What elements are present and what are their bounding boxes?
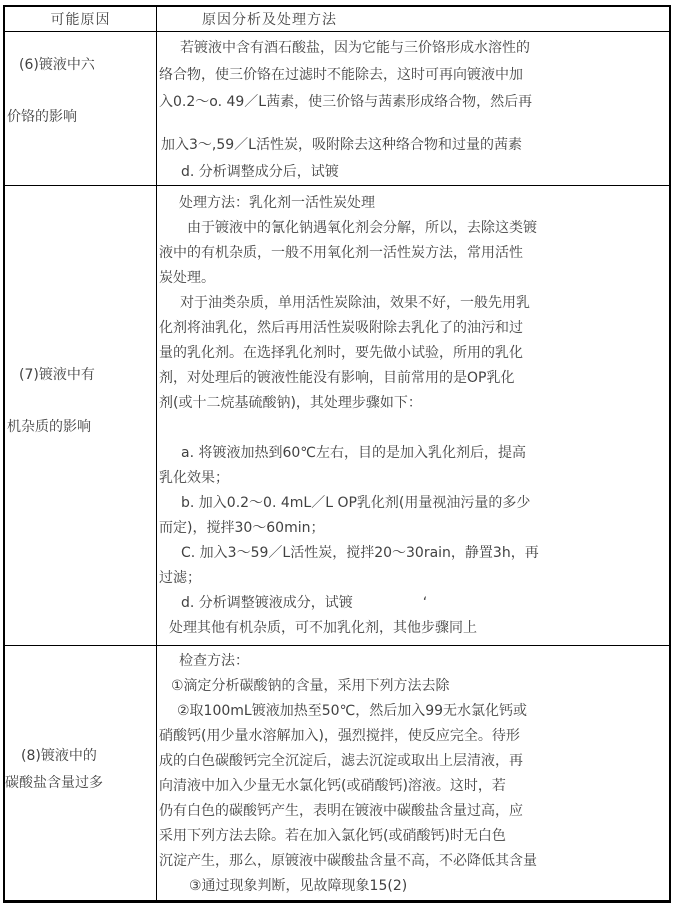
text-line: 价铬的影响 — [7, 109, 77, 125]
text-line: b. 加入0.2～0. 4mL／L OP乳化剂(用量视油污量的多少 — [181, 495, 531, 511]
text-line: a. 将镀液加热到60℃左右，目的是加入乳化剂后，提高 — [181, 445, 527, 461]
text-line: ②取100mL镀液加热至50℃，然后加入99无水氯化钙或 — [177, 703, 528, 719]
text-line: 对于油类杂质，单用活性炭除油，效果不好，一般先用乳 — [180, 295, 530, 311]
text-line: 由于镀液中的氰化钠遇氧化剂会分解，所以，去除这类镀 — [187, 220, 537, 236]
text-line: 碳酸盐含量过多 — [5, 775, 103, 791]
text-line: 采用下列方法去除。若在加入氯化钙(或硝酸钙)时无白色 — [159, 828, 506, 844]
column-header-cause: 可能原因 — [5, 7, 157, 31]
table-header-row — [5, 7, 669, 32]
text-line: 剂(或十二烷基硫酸钠)，其处理步骤如下： — [159, 395, 422, 411]
text-line: 若镀液中含有酒石酸盐，因为它能与三价铬形成水溶性的 — [180, 40, 530, 56]
text-line: ①滴定分析碳酸钠的含量，采用下列方法去除 — [171, 678, 450, 694]
text-line: 加入3～,59／L活性炭，吸附除去这种络合物和过量的茜素 — [161, 137, 522, 153]
text-line: (7)镀液中有 — [19, 367, 95, 383]
table-row — [5, 646, 669, 900]
text-line: 剂，对处理后的镀液性能没有影响，目前常用的是OP乳化 — [159, 370, 515, 386]
text-line: ③通过现象判断，见故障现象15(2) — [189, 878, 408, 894]
cause-cell — [5, 186, 157, 645]
text-line: C. 加入3～59／L活性炭，搅拌20～30rain，静置3h，再 — [181, 545, 539, 561]
text-line: 机杂质的影响 — [7, 419, 91, 435]
table-body — [5, 32, 669, 900]
column-header-analysis: 原因分析及处理方法 — [202, 12, 337, 28]
table-row — [5, 186, 669, 646]
text-line: 化剂将油乳化，然后再用活性炭吸附除去乳化了的油污和过 — [159, 320, 523, 336]
text-line: (6)镀液中六 — [19, 57, 95, 73]
text-line: 络合物，使三价铬在过滤时不能除去，这时可再向镀液中加 — [159, 67, 523, 83]
analysis-cell — [157, 646, 669, 900]
text-line: 检查方法： — [179, 653, 249, 669]
text-line: 液中的有机杂质，一般不用氧化剂一活性炭方法，常用活性 — [159, 245, 523, 261]
fault-cause-table — [3, 5, 671, 903]
text-line: d. 分析调整成分后，试镀 — [181, 164, 339, 180]
text-line: 成的白色碳酸钙完全沉淀后，滤去沉淀或取出上层清液，再 — [159, 753, 523, 769]
text-line: 沉淀产生，那么，原镀液中碳酸盐含量不高，不必降低其含量 — [159, 853, 537, 869]
cause-cell — [5, 32, 157, 185]
text-line: 炭处理。 — [159, 270, 215, 286]
text-line: 硝酸钙(用少量水溶解加入)，强烈搅拌，使反应完全。待形 — [159, 728, 520, 744]
text-line: 处理方法：乳化剂一活性炭处理 — [179, 195, 375, 211]
analysis-cell — [157, 186, 669, 645]
text-line: 仍有白色的碳酸钙产生，表明在镀液中碳酸盐含量过高，应 — [159, 803, 523, 819]
text-line: 处理其他有机杂质，可不加乳化剂，其他步骤同上 — [169, 620, 477, 636]
text-line: 入0.2～o. 49／L茜素，使三价铬与茜素形成络合物，然后再 — [159, 94, 533, 110]
analysis-cell — [157, 32, 669, 185]
table-row — [5, 32, 669, 186]
cause-cell — [5, 646, 157, 900]
text-line: 量的乳化剂。在选择乳化剂时，要先做小试验，所用的乳化 — [159, 345, 523, 361]
text-line: 而定)，搅拌30～60min； — [159, 520, 325, 536]
text-line: 过滤； — [159, 570, 201, 586]
text-line: 乳化效果； — [159, 470, 229, 486]
text-line: 向清液中加入少量无水氯化钙(或硝酸钙)溶液。这时，若 — [159, 778, 506, 794]
text-line: (8)镀液中的 — [21, 748, 97, 764]
text-line: d. 分析调整镀液成分，试镀 ‘ — [181, 595, 428, 611]
